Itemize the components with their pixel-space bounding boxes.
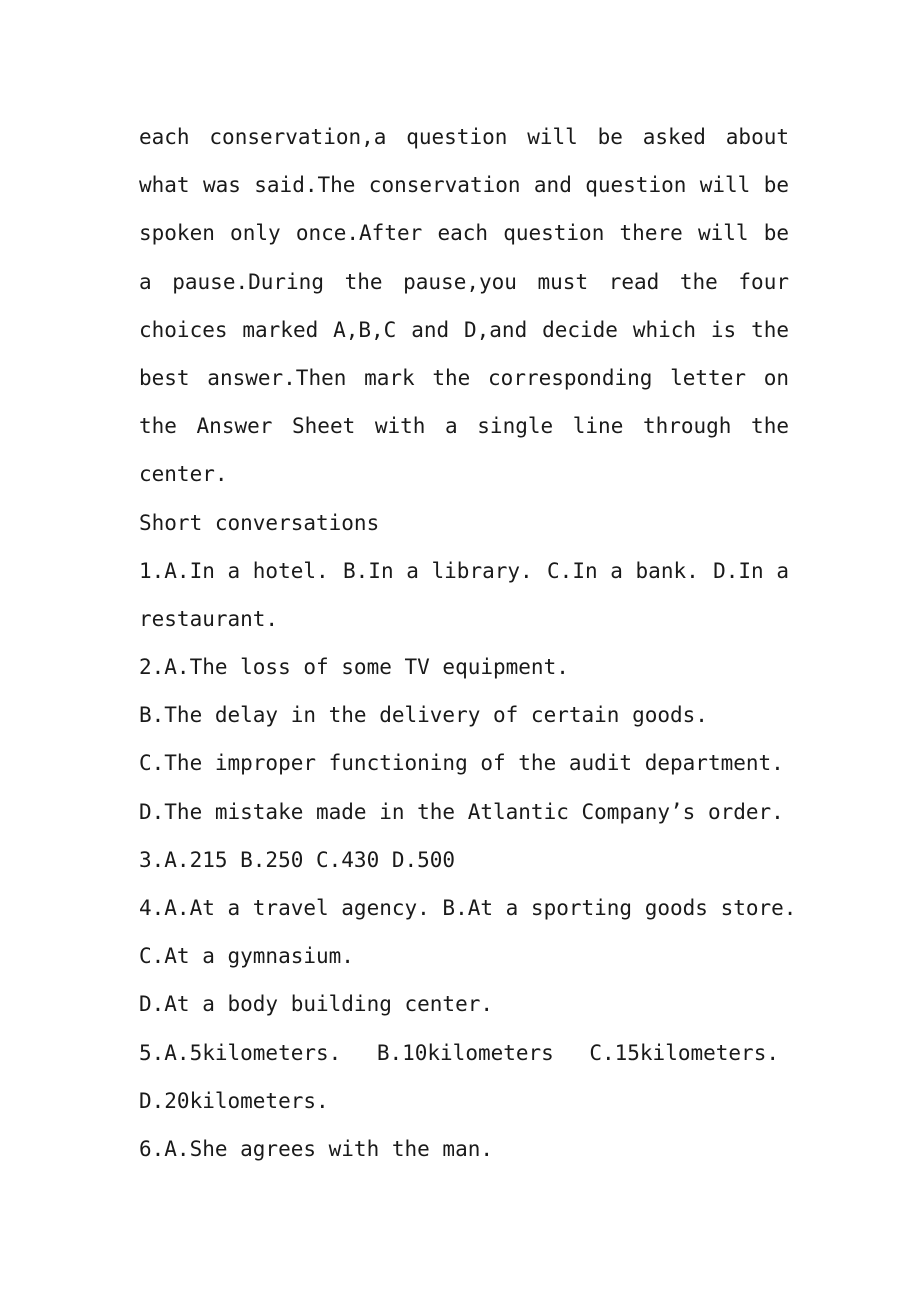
document-page — [139, 113, 797, 1173]
option-d: D.In a — [713, 558, 789, 583]
option-c: C.At a gymnasium. — [139, 944, 354, 969]
instruction-line: best answer.Then mark the corresponding letter on — [139, 365, 789, 390]
option-d: D.20kilometers. — [139, 1088, 329, 1113]
option-a: 1.A.In a hotel. — [139, 558, 329, 583]
option-c: C.15kilometers. — [589, 1040, 779, 1065]
question-2 — [139, 643, 789, 836]
section-title: Short conversations — [139, 510, 380, 535]
instruction-line: what was said.The conservation and question will be — [139, 173, 789, 198]
question-5-options — [139, 1029, 779, 1077]
instruction-line: a pause.During the pause,you must read the four — [139, 269, 789, 294]
option-d: D.The mistake made in the Atlantic Company’s order. — [139, 799, 784, 824]
option-b: B.10kilometers — [376, 1040, 554, 1065]
instruction-line: choices marked A,B,C and D,and decide which is the — [139, 317, 789, 342]
question-4 — [139, 884, 797, 1029]
option-a: 5.A.5kilometers. — [139, 1040, 342, 1065]
question-1-options — [139, 547, 789, 595]
option-a: 6.A.She agrees with the man. — [139, 1136, 494, 1161]
instruction-line: the Answer Sheet with a single line through the — [139, 414, 789, 439]
option-a: 2.A.The loss of some TV equipment. — [139, 655, 569, 680]
option-c: C.In a bank. — [547, 558, 699, 583]
question-3 — [139, 836, 789, 884]
option-a-b: 4.A.At a travel agency. B.At a sporting goods store. — [139, 896, 797, 920]
option-d-continued: restaurant. — [139, 606, 279, 631]
question-3-options: 3.A.215 B.250 C.430 D.500 — [139, 847, 456, 872]
instructions-paragraph — [139, 113, 789, 499]
question-5 — [139, 1029, 789, 1125]
option-b: B.The delay in the delivery of certain goods. — [139, 703, 708, 728]
instruction-line: spoken only once.After each question there will be — [139, 221, 789, 246]
option-b: B.In a library. — [343, 558, 533, 583]
question-1 — [139, 547, 789, 643]
instruction-line: each conservation,a question will be asked about — [139, 125, 789, 149]
question-6 — [139, 1125, 789, 1173]
instruction-line: center. — [139, 462, 228, 487]
option-c: C.The improper functioning of the audit department. — [139, 751, 784, 776]
option-d: D.At a body building center. — [139, 992, 494, 1017]
